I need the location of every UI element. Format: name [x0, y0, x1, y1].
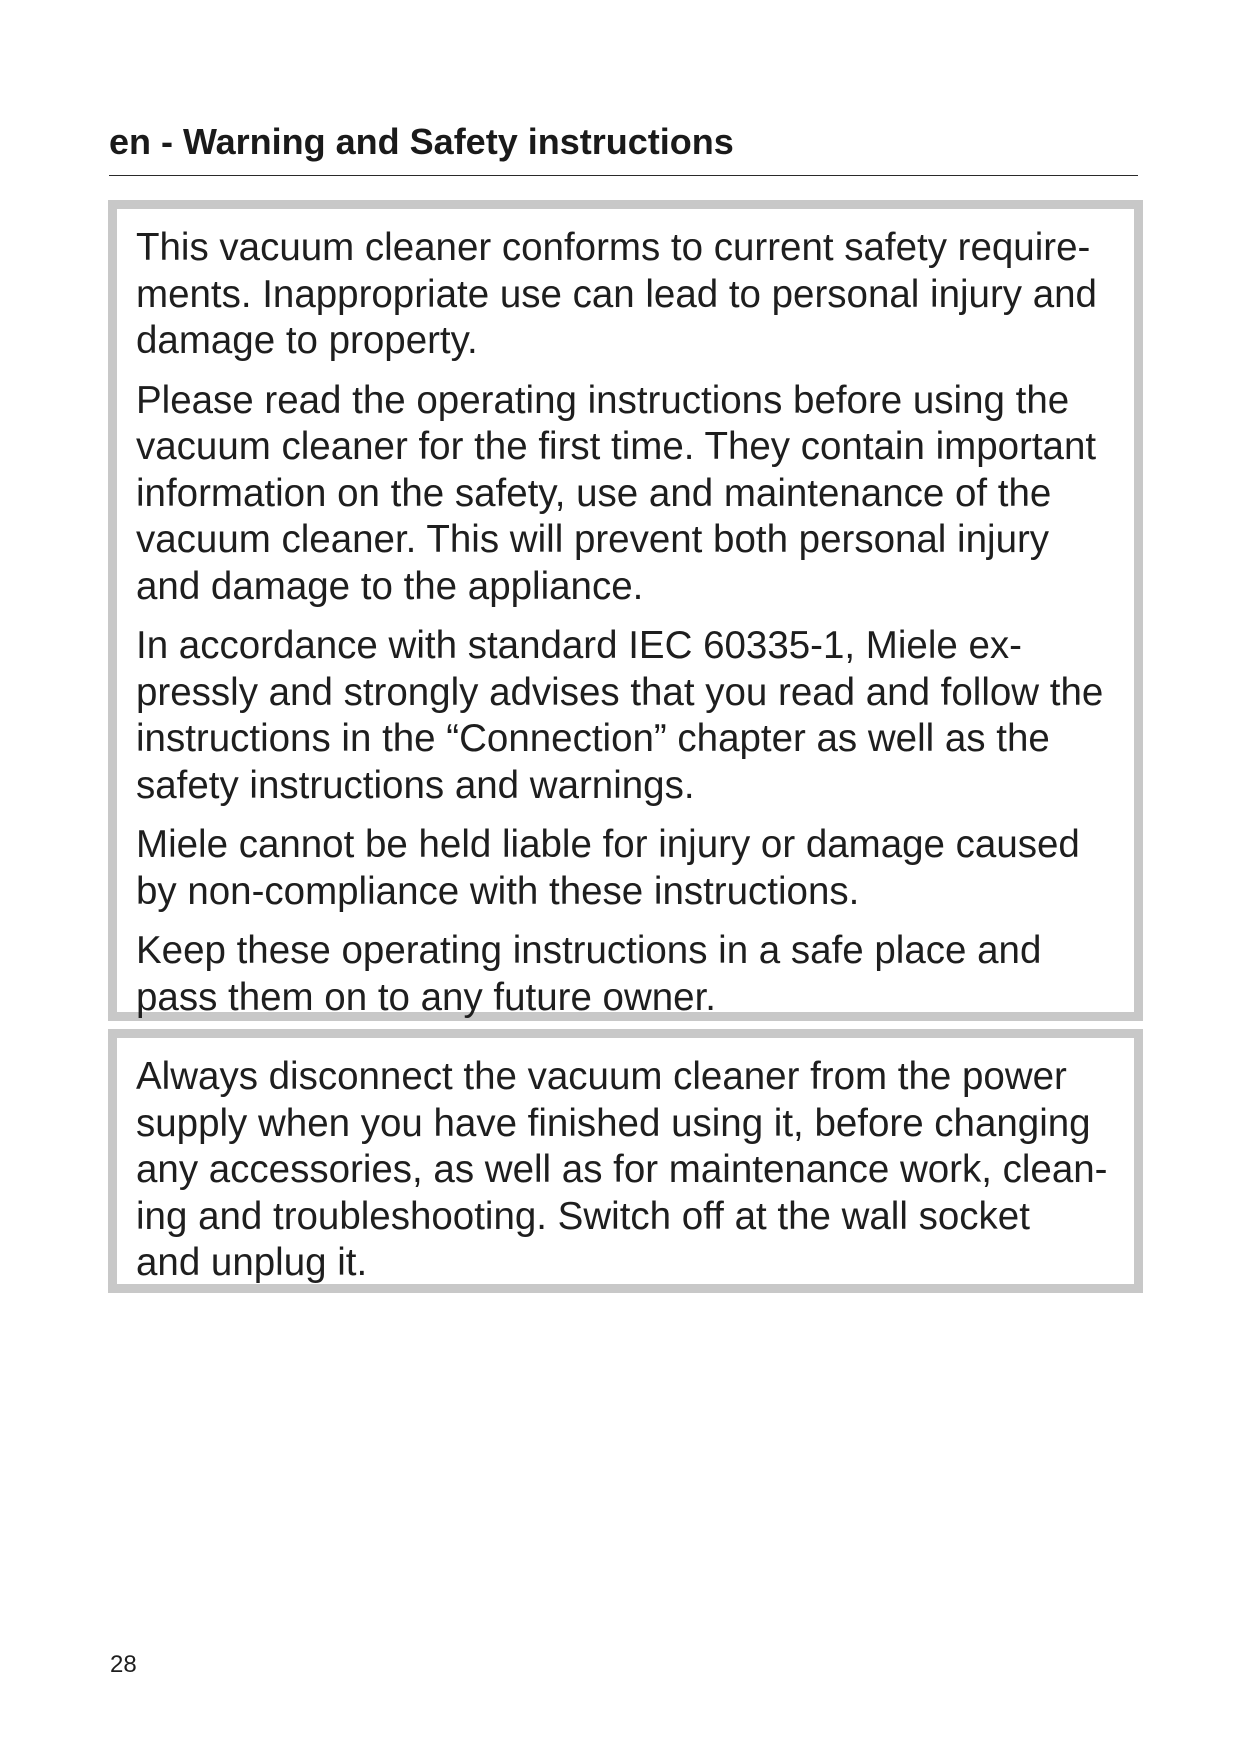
- page-title: en - Warning and Safety instructions: [109, 121, 734, 162]
- paragraph-liability: Miele cannot be held liable for injury or damage caused by non-compliance with these instructions.: [136, 823, 1080, 913]
- page-header: [109, 118, 1138, 176]
- safety-notice-box: [108, 200, 1143, 1021]
- paragraph-safety-conformity: This vacuum cleaner conforms to current safety require- ments. Inappropriate use can lead to personal injury and damage to property.: [136, 226, 1097, 362]
- page-number: 28: [110, 1651, 137, 1678]
- paragraph-read-instructions: Please read the operating instructions before using the vacuum cleaner for the first time. They contain important information on the safety, use and maintenance of the vacuum cleaner. This will prevent both personal injury and damage to the appliance.: [136, 378, 1097, 608]
- paragraph-iec-standard: In accordance with standard IEC 60335-1, Miele ex- pressly and strongly advises that you read and follow the instructions in the “Connection” chapter as well as the safety instructions and warnings.: [136, 624, 1104, 807]
- disconnect-notice-box: [108, 1029, 1143, 1293]
- paragraph-keep-instructions: Keep these operating instructions in a safe place and pass them on to any future owner.: [136, 929, 1042, 1019]
- paragraph-disconnect-power: Always disconnect the vacuum cleaner from the power supply when you have finished using it, before changing any accessories, as well as for maintenance work, clean- ing and troubleshooting. Switch off at the wall socket and unplug it.: [136, 1055, 1108, 1284]
